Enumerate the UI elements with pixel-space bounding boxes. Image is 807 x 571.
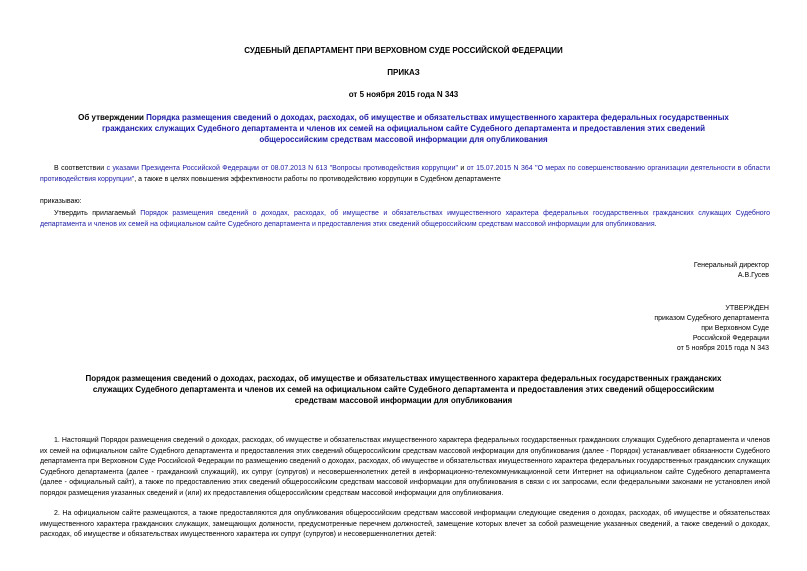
decree-613-link[interactable]: с указами Президента Российской Федерации от 08.07.2013 N 613 "Вопросы противодействия коррупции" — [106, 165, 458, 172]
procedure-title-line1: Порядок размещения сведений о доходах, расходах, об имуществе и обязательствах имущественного характера федеральных государственных гражданских — [85, 374, 722, 383]
approval-line1: УТВЕРЖДЕН — [725, 305, 769, 312]
procedure-link-line2[interactable]: гражданских служащих Судебного департамента и членов их семей на официальном сайте Судебного департамента и предоставления этих сведений — [101, 124, 706, 133]
procedure-title-line3: средствам массовой информации для опубликования — [294, 396, 513, 405]
approval-line3: при Верховном Суде — [701, 325, 769, 332]
document-date: от 5 ноября 2015 года N 343 — [348, 90, 459, 99]
order-paragraph: Утвердить прилагаемый Порядок размещения сведений о доходах, расходах, об имуществе и обязательствах имущественного характера федеральных государственных гражданских служащих Судебного департамента и членов их семей на официальном сайте Судебного департамента и предоставления этих сведений общероссийским средствам массовой информации для опубликования. — [40, 210, 770, 228]
preamble-paragraph: В соответствии с указами Президента Российской Федерации от 08.07.2013 N 613 "Вопросы противодействия коррупции" и от 15.07.2015 N 364 "О мерах по совершенствованию организации деятельности в области противодействия коррупции", а также в целях повышения эффективности работы по противодействию коррупции в Судебном департаменте — [40, 165, 771, 183]
approval-line5: от 5 ноября 2015 года N 343 — [676, 345, 769, 352]
approval-line4: Российской Федерации — [692, 335, 769, 342]
order-intro: приказываю: — [40, 198, 82, 205]
approved-procedure-link[interactable]: Порядок размещения сведений о доходах, расходах, об имуществе и обязательствах имущественного характера федеральных государственных гражданских служащих Судебного департамента и членов их семей на официальном сайте Судебного департамента и предоставления этих сведений общероссийским средствам массовой информации для опубликования — [40, 210, 770, 228]
procedure-link-line3[interactable]: общероссийским средствам массовой информации для опубликования — [259, 135, 548, 144]
procedure-link[interactable]: Порядка размещения сведений о доходах, расходах, об имуществе и обязательствах имущественного характера федеральных государственных — [146, 113, 729, 122]
procedure-item-1: 1. Настоящий Порядок размещения сведений о доходах, расходах, об имуществе и обязательствах имущественного характера федеральных государственных гражданских служащих Судебного департамента и членов их семей на официальном сайте Судебного департамента и предоставления этих сведений общероссийским средствам массовой информации для опубликования (далее - Порядок) устанавливает обязанности Судебного департамента при Верховном Суде Российской Федерации по размещению сведений о доходах, расходах, об имуществе и обязательствах имущественного характера федеральных государственных гражданских служащих Судебного департамента (далее - гражданский служащий), их супруг (супругов) и несовершеннолетних детей в информационно-телекоммуникационной сети Интернет на официальном сайте Судебного департамента (далее - официальный сайт), а также по предоставлению этих сведений общероссийским средствам массовой информации для опубликования в связи с их запросами, если федеральными законами не установлен иной порядок размещения указанных сведений и (или) их предоставления общероссийским средствам массовой информации для опубликования. — [40, 437, 770, 497]
procedure-item-2: 2. На официальном сайте размещаются, а также предоставляются для опубликования общероссийским средствам массовой информации следующие сведения о доходах, расходах, об имуществе и обязательствах имущественного характера гражданских служащих, замещающих должности, предусмотренные перечнем должностей, замещение которых влечет за собой размещение указанных сведений, а также сведений о доходах, расходах, об имуществе и обязательствах имущественного характера их супруг (супругов) и несовершеннолетних детей: — [40, 510, 770, 538]
document-type: ПРИКАЗ — [387, 68, 420, 77]
organization-heading: СУДЕБНЫЙ ДЕПАРТАМЕНТ ПРИ ВЕРХОВНОМ СУДЕ РОССИЙСКОЙ ФЕДЕРАЦИИ — [244, 46, 563, 55]
procedure-title-line2: служащих Судебного департамента и членов их семей на официальном сайте Судебного департамента и предоставления этих сведений общероссийским — [92, 385, 715, 394]
signatory-position: Генеральный директор — [693, 262, 769, 269]
title-prefix: Об утверждении — [78, 113, 147, 122]
approval-line2: приказом Судебного департамента — [654, 315, 769, 322]
decree-364-link[interactable]: от 15.07.2015 N 364 "О мерах по совершенствованию организации деятельности в области противодействия коррупции" — [40, 165, 771, 183]
signatory-name: А.В.Гусев — [737, 272, 769, 279]
